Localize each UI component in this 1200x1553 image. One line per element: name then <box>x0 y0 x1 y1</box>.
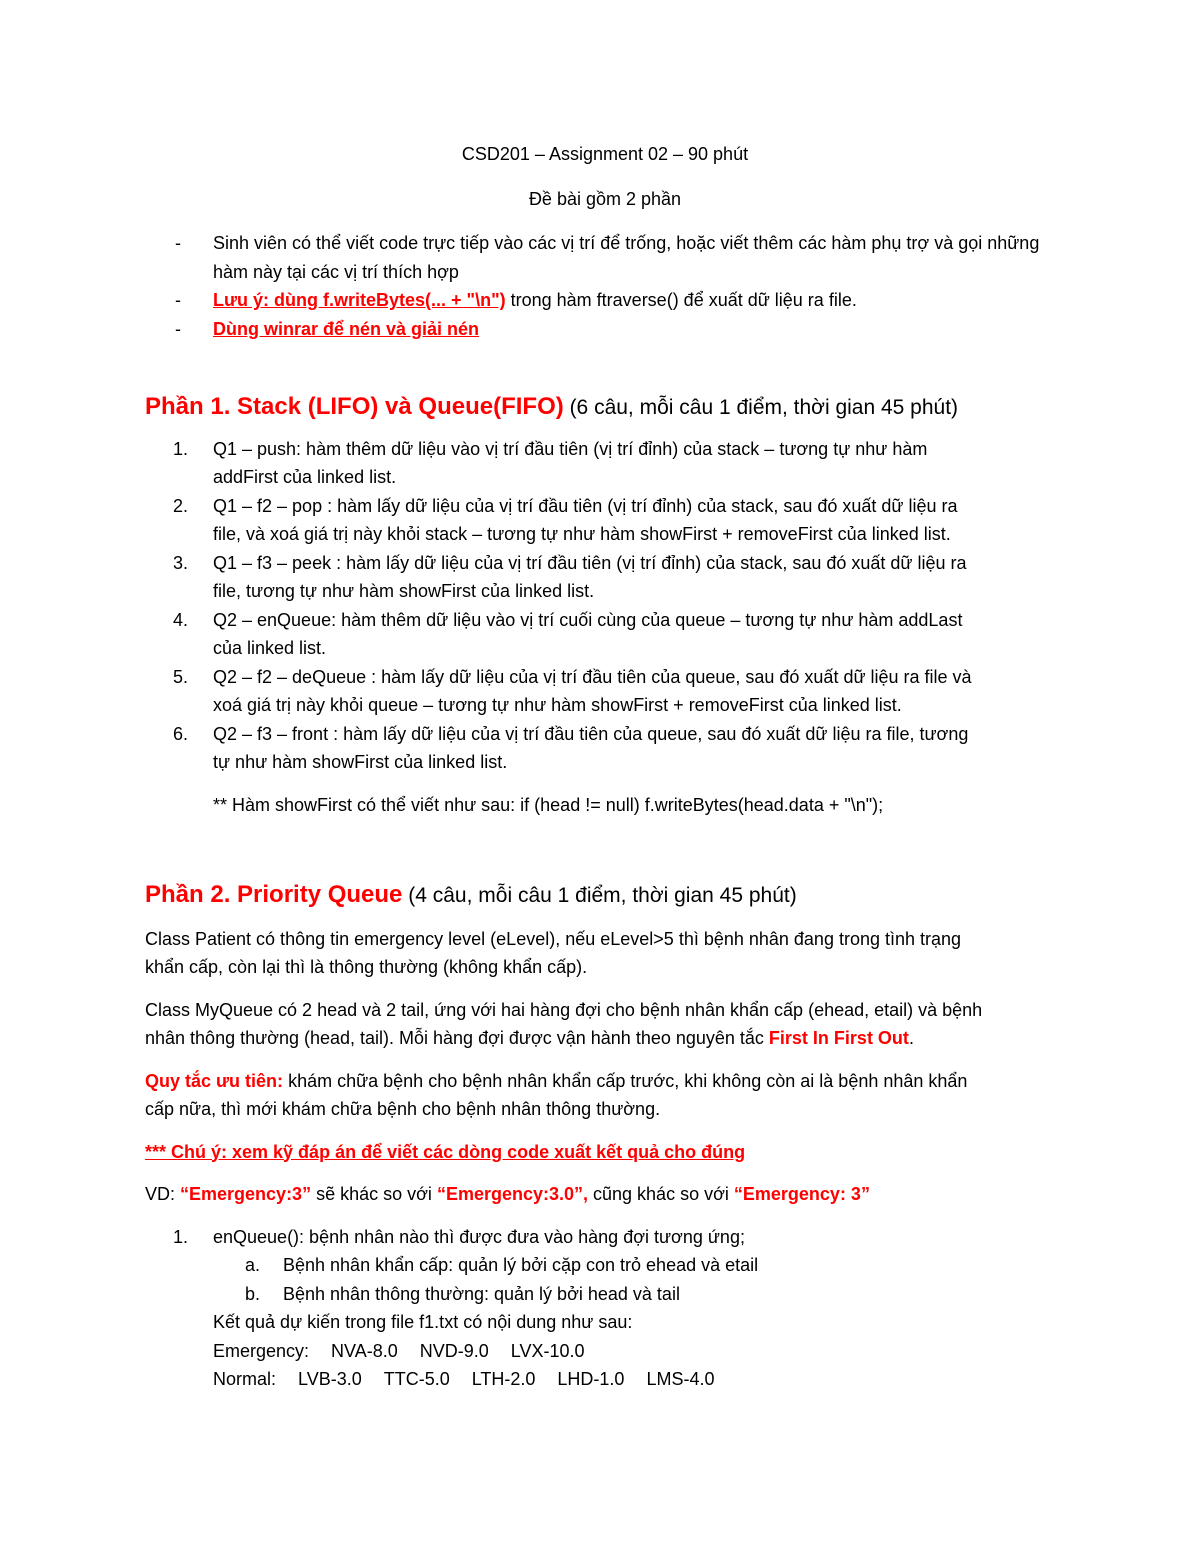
list-item <box>145 663 1065 720</box>
item-line: Q1 – f3 – peek : hàm lấy dữ liệu của vị trí đầu tiên (vị trí đỉnh) của stack, sau đó xuất dữ liệu ra <box>213 552 967 573</box>
item-line: Q2 – f2 – deQueue : hàm lấy dữ liệu của vị trí đầu tiên của queue, sau đó xuất dữ liệu ra file và <box>213 666 972 687</box>
part1-list <box>145 435 1065 777</box>
item-number: 6. <box>173 723 189 744</box>
intro-item-text: Sinh viên có thể viết code trực tiếp vào các vị trí để trống, hoặc viết thêm các hàm phụ trợ và gọi những hàm này tại các vị trí thích hợp <box>213 233 1040 282</box>
item-number: 5. <box>173 666 189 687</box>
paragraph-line: khẩn cấp, còn lại thì là thông thường (không khẩn cấp). <box>145 957 588 977</box>
item-line: tự như hàm showFirst của linked list. <box>213 752 508 772</box>
expected-emergency-line <box>145 1337 1065 1366</box>
result-value: NVA-8.0 <box>331 1340 398 1361</box>
item-line: Q2 – enQueue: hàm thêm dữ liệu vào vị trí cuối cùng của queue – tương tự như hàm addLast <box>213 609 963 630</box>
dash-bullet: - <box>175 290 181 310</box>
document-subtitle: Đề bài gồm 2 phần <box>528 188 682 209</box>
item-line: Q2 – f3 – front : hàm lấy dữ liệu của vị trí đầu tiên của queue, sau đó xuất dữ liệu ra file, tương <box>213 723 969 744</box>
part2-meta: (4 câu, mỗi câu 1 điểm, thời gian 45 phút) <box>402 884 797 907</box>
paragraph-line: Class Patient có thông tin emergency level (eLevel), nếu eLevel>5 thì bệnh nhân đang trong tình trạng <box>145 928 962 949</box>
paragraph-line: Class MyQueue có 2 head và 2 tail, ứng với hai hàng đợi cho bệnh nhân khẩn cấp (ehead, etail) và bệnh <box>145 999 983 1020</box>
document-body <box>145 140 1065 1394</box>
result-value: LTH-2.0 <box>471 1369 536 1389</box>
sub-item-letter: a. <box>245 1255 261 1275</box>
list-item <box>145 606 1065 663</box>
item-line: Q1 – f2 – pop : hàm lấy dữ liệu của vị trí đầu tiên (vị trí đỉnh) của stack, sau đó xuất dữ liệu ra <box>213 495 958 516</box>
sub-item <box>145 1251 1065 1280</box>
part1-meta: (6 câu, mỗi câu 1 điểm, thời gian 45 phút) <box>563 396 959 419</box>
example-text: cũng khác so với <box>588 1184 734 1204</box>
result-value: LMS-4.0 <box>646 1369 715 1389</box>
paragraph-text: khám chữa bệnh cho bệnh nhân khẩn cấp trước, khi không còn ai là bệnh nhân khẩn <box>283 1070 968 1091</box>
item-number: 2. <box>173 495 189 516</box>
result-value: LVX-10.0 <box>510 1340 585 1361</box>
item-line: của linked list. <box>213 638 327 658</box>
expected-normal-line <box>145 1365 1065 1394</box>
sub-item <box>145 1280 1065 1309</box>
paragraph-line <box>145 1024 1065 1053</box>
intro-item-text: trong hàm ftraverse() để xuất dữ liệu ra file. <box>505 290 857 310</box>
intro-item <box>145 286 1065 315</box>
myqueue-paragraph <box>145 996 1065 1053</box>
intro-item <box>145 229 1065 286</box>
list-item <box>145 492 1065 549</box>
result-value: LHD-1.0 <box>557 1369 625 1389</box>
item-number: 4. <box>173 609 189 630</box>
result-value: LVB-3.0 <box>298 1369 362 1389</box>
item-line: xoá giá trị này khỏi queue – tương tự như hàm showFirst + removeFirst của linked list. <box>213 695 902 715</box>
item-text: enQueue(): bệnh nhân nào thì được đưa vào hàng đợi tương ứng; <box>213 1226 745 1247</box>
list-item <box>145 720 1065 777</box>
item-number: 1. <box>173 1226 189 1247</box>
part1-heading <box>145 393 1065 423</box>
item-line: file, và xoá giá trị này khỏi stack – tương tự như hàm showFirst + removeFirst của linked list. <box>213 524 951 544</box>
output-warning: *** Chú ý: xem kỹ đáp án để viết các dòng code xuất kết quả cho đúng <box>145 1141 746 1162</box>
paragraph-text: . <box>908 1028 914 1048</box>
paragraph-line: cấp nữa, thì mới khám chữa bệnh cho bệnh nhân thông thường. <box>145 1099 661 1119</box>
item-number: 3. <box>173 552 189 573</box>
fifo-emphasis: First In First Out <box>768 1028 909 1048</box>
list-item <box>145 549 1065 606</box>
dash-bullet: - <box>175 233 181 253</box>
part2-heading <box>145 881 1065 911</box>
result-value: NVD-9.0 <box>419 1340 489 1361</box>
dash-bullet: - <box>175 318 181 339</box>
part2-title: Phần 2. Priority Queue <box>145 881 403 908</box>
list-item <box>145 435 1065 492</box>
emergency-label: Emergency: <box>213 1340 310 1361</box>
example-prefix: VD: <box>145 1184 181 1204</box>
paragraph-text: nhân thông thường (head, tail). Mỗi hàng đợi được vận hành theo nguyên tắc <box>145 1028 769 1048</box>
list-item <box>145 1223 1065 1252</box>
paragraph-line <box>145 1067 1065 1096</box>
item-line: Q1 – push: hàm thêm dữ liệu vào vị trí đầu tiên (vị trí đỉnh) của stack – tương tự như hàm <box>213 438 928 459</box>
sub-item-text: Bệnh nhân thông thường: quản lý bởi head và tail <box>283 1283 680 1304</box>
writebytes-note: Lưu ý: dùng f.writeBytes(... + "\n") <box>213 290 506 310</box>
intro-list <box>145 229 1065 343</box>
intro-item <box>145 315 1065 344</box>
item-line: file, tương tự như hàm showFirst của linked list. <box>213 581 595 601</box>
winrar-note: Dùng winrar để nén và giải nén <box>213 318 480 339</box>
item-number: 1. <box>173 438 189 459</box>
result-value: TTC-5.0 <box>383 1369 450 1389</box>
example-value: “Emergency: 3” <box>733 1184 870 1204</box>
document-title: CSD201 – Assignment 02 – 90 phút <box>461 144 749 164</box>
example-value: “Emergency:3.0”, <box>436 1184 589 1204</box>
example-line <box>145 1180 1065 1209</box>
priority-rule-paragraph <box>145 1067 1065 1124</box>
sub-item-letter: b. <box>245 1283 261 1304</box>
patient-paragraph <box>145 925 1065 982</box>
expected-result-intro: Kết quả dự kiến trong file f1.txt có nội dung như sau: <box>213 1312 633 1332</box>
showfirst-note: ** Hàm showFirst có thể viết như sau: if (head != null) f.writeBytes(head.data + "\n"); <box>213 794 884 815</box>
part2-list <box>145 1223 1065 1252</box>
example-text: sẽ khác so với <box>311 1184 437 1204</box>
item-line: addFirst của linked list. <box>213 467 397 487</box>
example-value: “Emergency:3” <box>180 1184 312 1204</box>
sub-item-text: Bệnh nhân khẩn cấp: quản lý bởi cặp con trỏ ehead và etail <box>283 1255 759 1275</box>
normal-label: Normal: <box>213 1369 277 1389</box>
part1-title: Phần 1. Stack (LIFO) và Queue(FIFO) <box>145 393 564 420</box>
priority-rule-label: Quy tắc ưu tiên: <box>145 1070 284 1091</box>
